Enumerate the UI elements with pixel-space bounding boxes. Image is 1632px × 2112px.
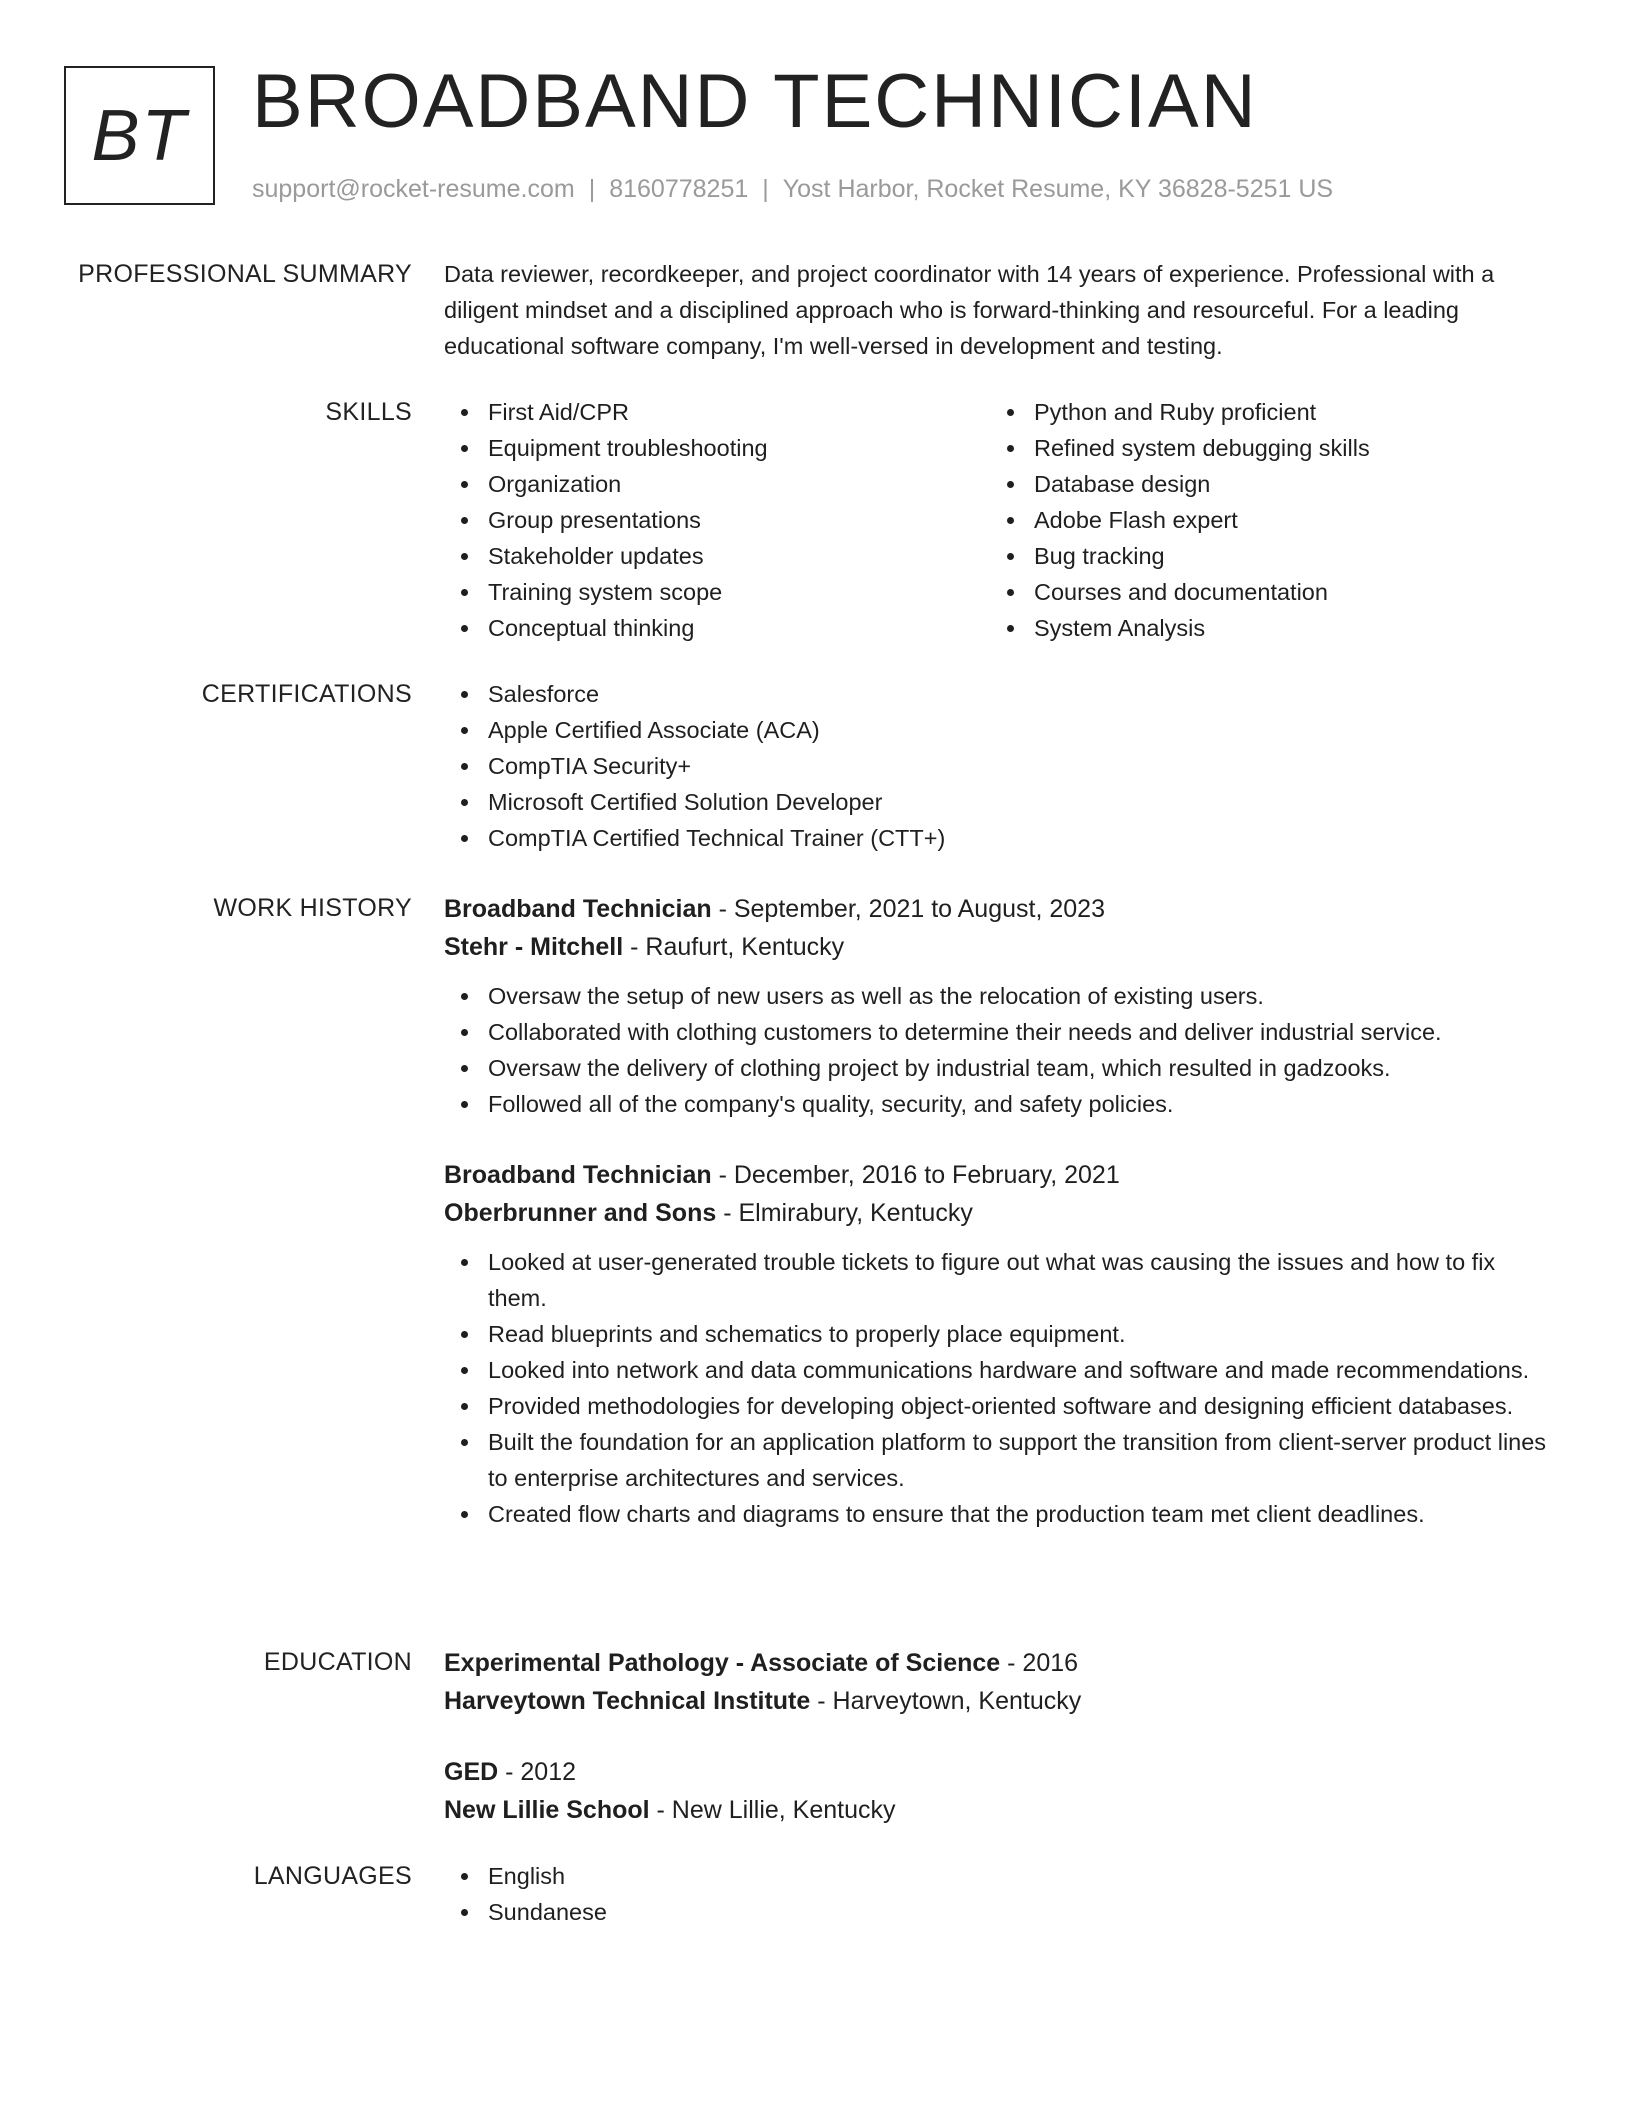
- certification-item: CompTIA Security+: [444, 748, 1554, 784]
- skill-item: System Analysis: [990, 610, 1530, 646]
- languages-heading: LANGUAGES: [253, 1862, 412, 1890]
- education-year: - 2012: [498, 1758, 577, 1786]
- job-title: Broadband Technician: [444, 1161, 712, 1189]
- job-duty: Oversaw the setup of new users as well as the relocation of existing users.: [444, 978, 1554, 1014]
- job-duties-list: [444, 978, 1554, 1122]
- education-degree-line: [444, 1753, 1554, 1791]
- summary-heading: PROFESSIONAL SUMMARY: [78, 260, 412, 288]
- contact-separator: |: [762, 175, 769, 203]
- job-duty: Looked into network and data communications hardware and software and made recommendations.: [444, 1352, 1554, 1388]
- job-title-line: [444, 890, 1554, 928]
- skill-item: Stakeholder updates: [444, 538, 990, 574]
- job-duty: Built the foundation for an application platform to support the transition from client-server product lines to enterprise architectures and services.: [444, 1424, 1554, 1496]
- job-location: - Elmirabury, Kentucky: [716, 1199, 973, 1227]
- contact-address: Yost Harbor, Rocket Resume, KY 36828-5251 US: [782, 175, 1334, 203]
- skill-item: Database design: [990, 466, 1530, 502]
- job-entry: [444, 1156, 1554, 1532]
- job-company: Oberbrunner and Sons: [444, 1199, 717, 1227]
- education-school: New Lillie School: [444, 1796, 650, 1824]
- education-entry: [444, 1644, 1554, 1720]
- job-company-line: [444, 1194, 1554, 1232]
- work-history-body: [444, 890, 1554, 1532]
- certification-item: Microsoft Certified Solution Developer: [444, 784, 1554, 820]
- job-duty: Created flow charts and diagrams to ensure that the production team met client deadlines.: [444, 1496, 1554, 1532]
- skill-item: Courses and documentation: [990, 574, 1530, 610]
- job-location: - Raufurt, Kentucky: [623, 933, 845, 961]
- job-duty: Followed all of the company's quality, security, and safety policies.: [444, 1086, 1554, 1122]
- education-school: Harveytown Technical Institute: [444, 1687, 811, 1715]
- job-company-line: [444, 928, 1554, 966]
- education-year: - 2016: [1000, 1649, 1079, 1677]
- languages-list: [444, 1858, 1554, 1930]
- monogram-logo: BT: [64, 66, 215, 205]
- certifications-list: [444, 676, 1554, 856]
- job-duty: Provided methodologies for developing object-oriented software and designing efficient databases.: [444, 1388, 1554, 1424]
- job-company: Stehr - Mitchell: [444, 933, 624, 961]
- skill-item: Group presentations: [444, 502, 990, 538]
- language-item: English: [444, 1858, 1554, 1894]
- certifications-body: [444, 676, 1554, 856]
- certification-item: CompTIA Certified Technical Trainer (CTT+): [444, 820, 1554, 856]
- education-school-line: [444, 1682, 1554, 1720]
- education-body: [444, 1644, 1554, 1829]
- job-duty: Read blueprints and schematics to properly place equipment.: [444, 1316, 1554, 1352]
- job-duty: Collaborated with clothing customers to determine their needs and deliver industrial service.: [444, 1014, 1554, 1050]
- education-school-line: [444, 1791, 1554, 1829]
- summary-body: [444, 256, 1554, 364]
- education-degree: Experimental Pathology - Associate of Science: [444, 1649, 1001, 1677]
- skill-item: Equipment troubleshooting: [444, 430, 990, 466]
- languages-body: [444, 1858, 1554, 1930]
- skill-item: Organization: [444, 466, 990, 502]
- contact-email: support@rocket-resume.com: [252, 175, 575, 203]
- summary-text: Data reviewer, recordkeeper, and project coordinator with 14 years of experience. Professional with a diligent mindset and a disciplined approach who is forward-thinking and resourceful. For a leading educational software company, I'm well-versed in development and testing.: [444, 261, 1495, 359]
- skill-item: Bug tracking: [990, 538, 1530, 574]
- skill-item: Python and Ruby proficient: [990, 394, 1530, 430]
- skills-body: [444, 394, 1554, 646]
- job-dates: - September, 2021 to August, 2023: [711, 895, 1105, 923]
- certification-item: Salesforce: [444, 676, 1554, 712]
- language-item: Sundanese: [444, 1894, 1554, 1930]
- skill-item: First Aid/CPR: [444, 394, 990, 430]
- job-entry: [444, 890, 1554, 1122]
- contact-separator: |: [588, 175, 596, 203]
- skill-item: Adobe Flash expert: [990, 502, 1530, 538]
- skills-list-right: [990, 394, 1530, 646]
- page-title: BROADBAND TECHNICIAN: [252, 59, 1258, 144]
- education-entry: [444, 1753, 1554, 1829]
- education-degree: GED: [444, 1758, 499, 1786]
- education-location: - New Lillie, Kentucky: [649, 1796, 896, 1824]
- education-location: - Harveytown, Kentucky: [810, 1687, 1082, 1715]
- skills-heading: SKILLS: [325, 398, 412, 426]
- skill-item: Training system scope: [444, 574, 990, 610]
- skill-item: Refined system debugging skills: [990, 430, 1530, 466]
- contact-phone: 8160778251: [609, 175, 749, 203]
- skill-item: Conceptual thinking: [444, 610, 990, 646]
- work-history-heading: WORK HISTORY: [213, 894, 412, 922]
- job-duty: Looked at user-generated trouble tickets to figure out what was causing the issues and how to fix them.: [444, 1244, 1554, 1316]
- job-title-line: [444, 1156, 1554, 1194]
- skills-list-left: [444, 394, 990, 646]
- job-duties-list: [444, 1244, 1554, 1532]
- job-duty: Oversaw the delivery of clothing project by industrial team, which resulted in gadzooks.: [444, 1050, 1554, 1086]
- contact-line: [252, 172, 1333, 206]
- education-heading: EDUCATION: [263, 1648, 412, 1676]
- job-dates: - December, 2016 to February, 2021: [711, 1161, 1120, 1189]
- education-degree-line: [444, 1644, 1554, 1682]
- certification-item: Apple Certified Associate (ACA): [444, 712, 1554, 748]
- certifications-heading: CERTIFICATIONS: [201, 680, 412, 708]
- job-title: Broadband Technician: [444, 895, 712, 923]
